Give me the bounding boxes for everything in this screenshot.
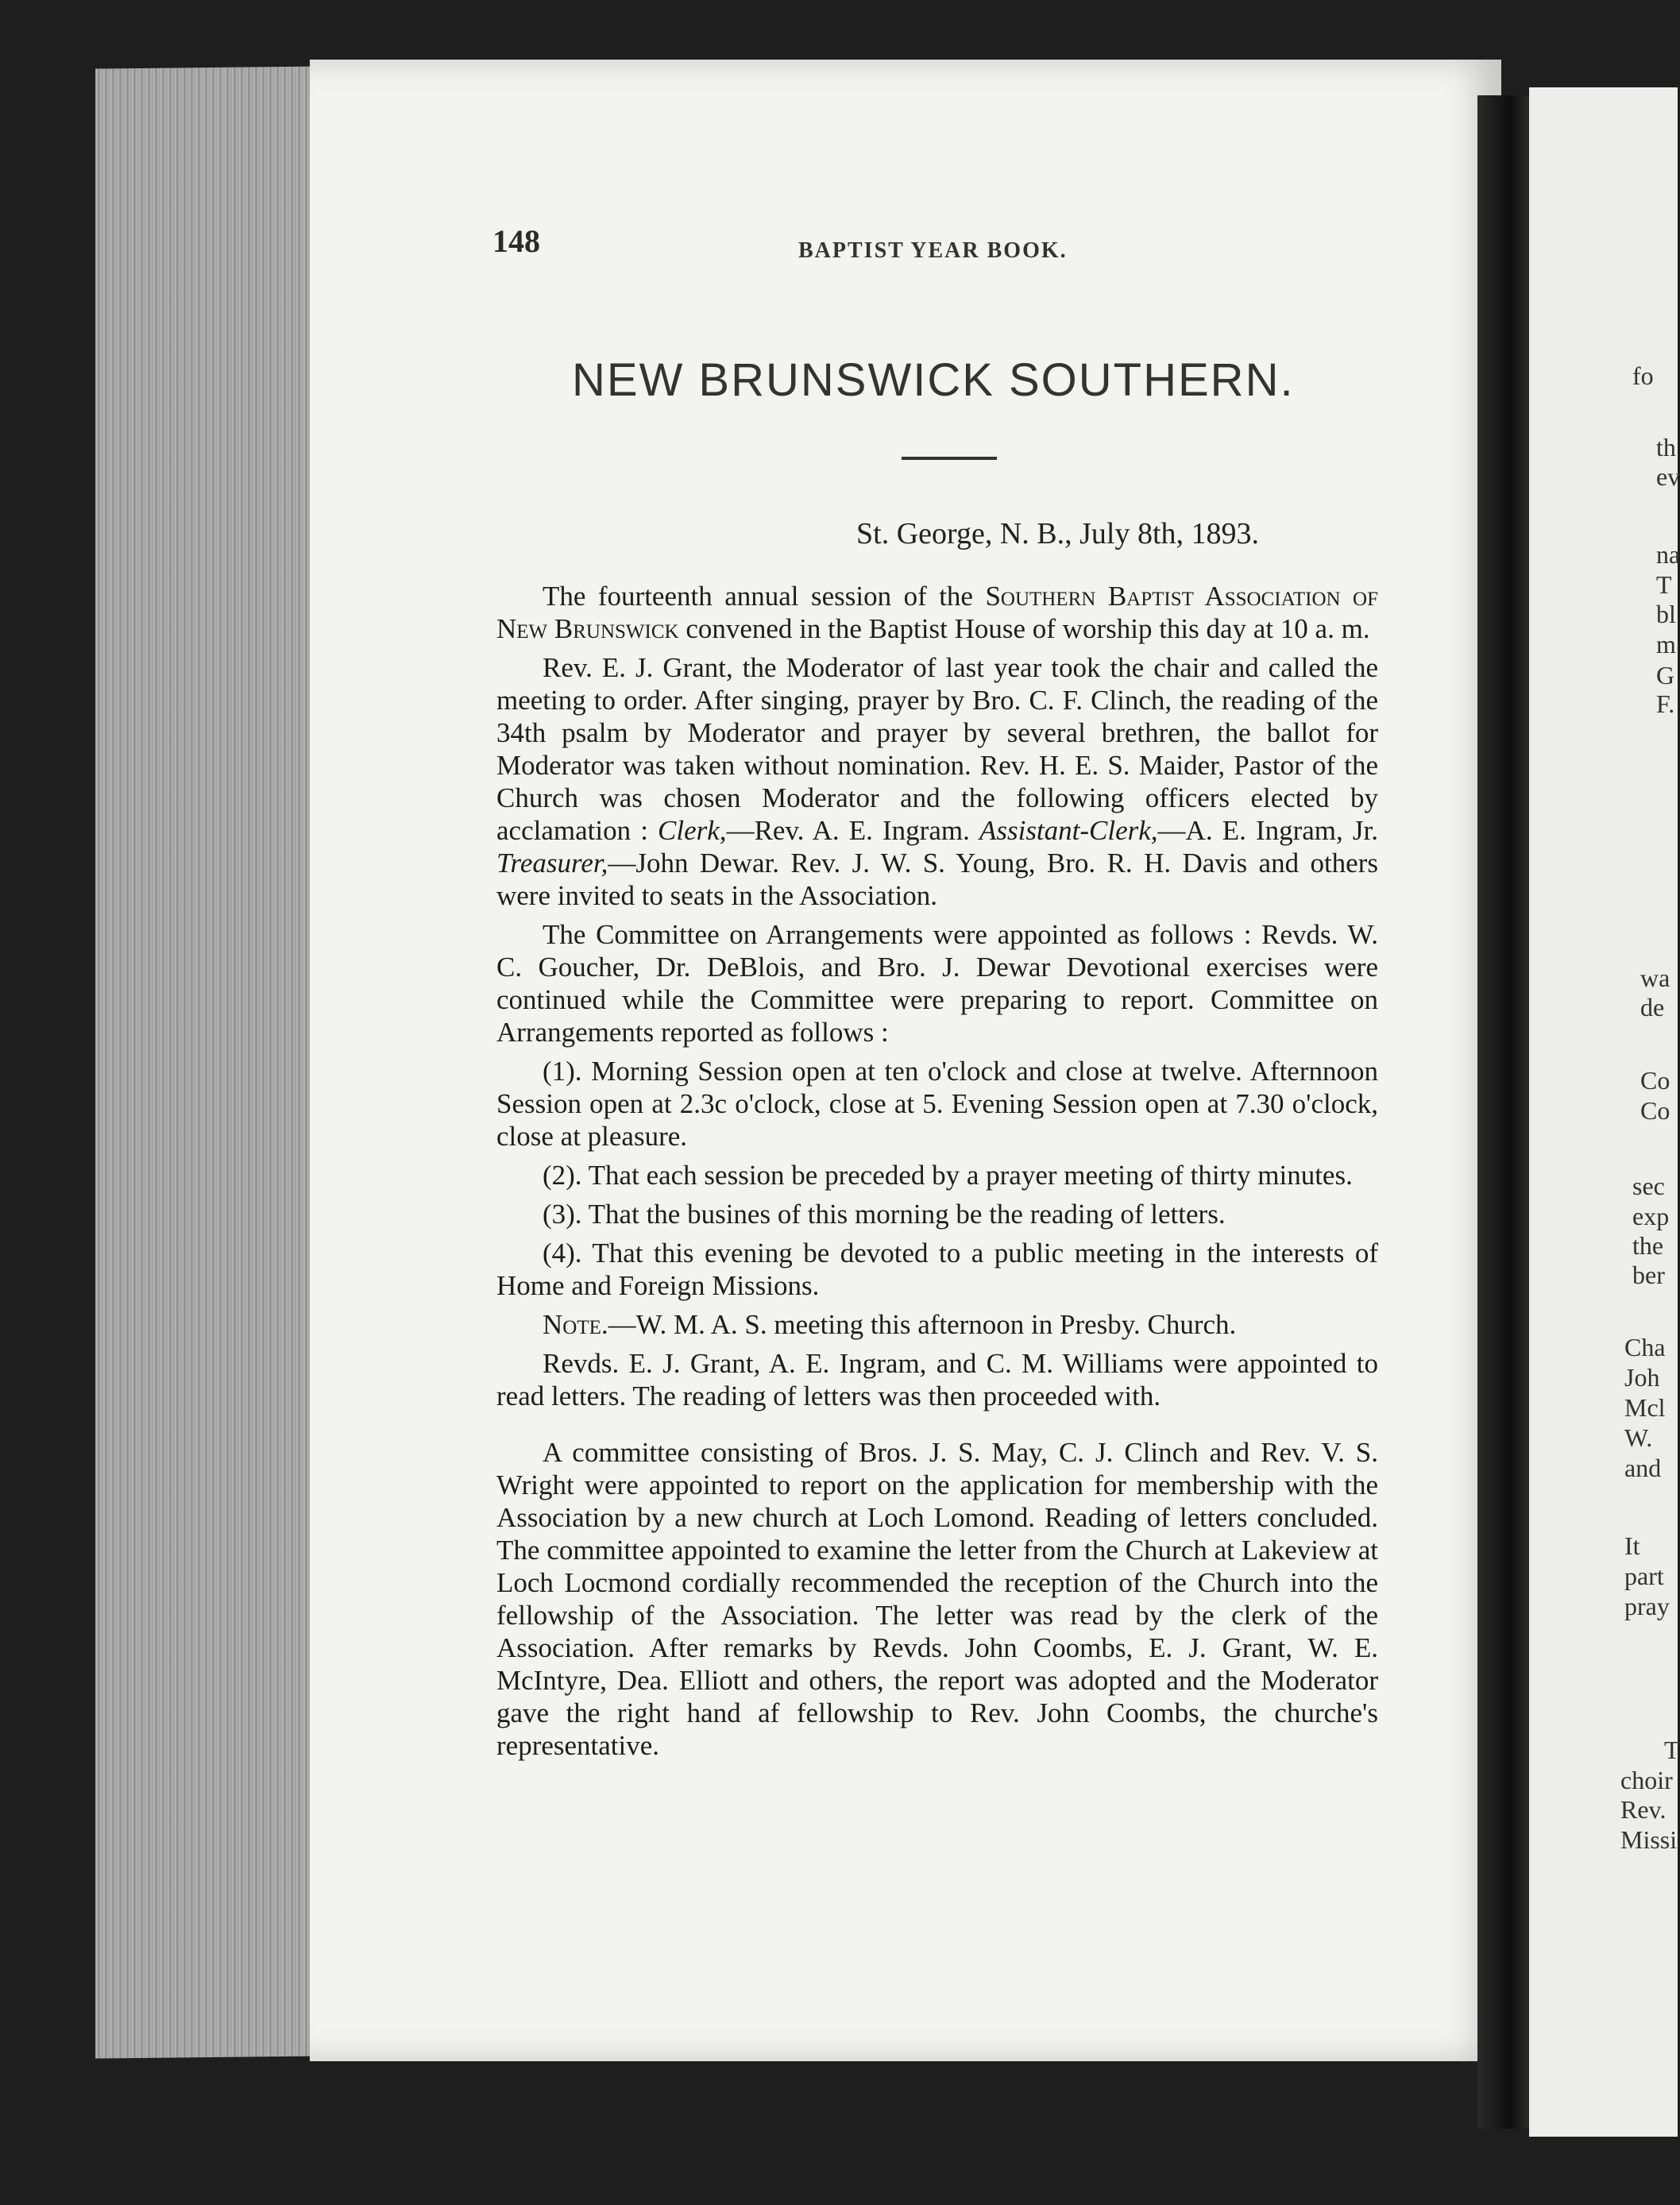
right-page-fragment: wa [1640,963,1670,992]
text-run: —A. E. Ingram, Jr. [1157,815,1378,846]
body-text [496,580,1378,1768]
right-page-fragment: T [1656,570,1672,599]
paragraph [496,651,1378,912]
right-page-fragment: the [1632,1231,1664,1260]
right-page-fragment: th [1656,433,1676,461]
right-page-fragment: ev [1656,462,1680,491]
treasurer-label: Treasurer, [496,848,608,879]
section-title: NEW BRUNSWICK SOUTHERN. [572,354,1295,406]
right-page-fragment: na [1656,540,1680,569]
note [496,1308,1378,1341]
note-text: —W. M. A. S. meeting this afternoon in Presby. Church. [608,1309,1237,1340]
text-run: convened in the Baptist House of worship this day at 10 a. m. [678,613,1370,644]
paragraph: The Committee on Arrangements were appointed as follows : Revds. W. C. Goucher, Dr. DeBlois, and Bro. J. Dewar Devotional exercises were continued while the Committee were preparing to report. Committee on Arrangements reported as follows : [496,919,1378,1048]
right-page-fragment: Rev. [1620,1795,1666,1824]
right-page-fragment: Co [1640,1066,1670,1095]
right-page-fragment: Joh [1624,1363,1660,1392]
right-page-fragment: T [1664,1736,1680,1764]
list-item: (2). That each session be preceded by a prayer meeting of thirty minutes. [543,1160,1353,1191]
paragraph: A committee consisting of Bros. J. S. May, C. J. Clinch and Rev. V. S. Wright were appointed to report on the application for membership with the Association by a new church at Loch Lomond. Reading of letters concluded. The committee appointed to examine the letter from the Church at Lakeview at Loch Locmond cordially recommended the reception of the Church into the fellowship of the Association. The letter was read by the clerk of the Association. After remarks by Revds. John Coombs, E. J. Grant, W. E. McIntyre, Dea. Elliott and others, the report was adopted and the Moderator gave the right hand af fellowship to Rev. John Coombs, the churche's representative. [496,1437,1378,1761]
right-page-fragment: F. [1656,689,1675,718]
right-page-fragment: part [1624,1562,1664,1590]
dateline-text: St. George, N. B., July 8th, 1893. [856,517,1260,550]
association-name: Southern Baptist Association of New Brunswick [496,581,1378,644]
right-page-fragment: choir [1620,1766,1673,1794]
right-page-fragment: sec [1632,1172,1665,1200]
list-item: (3). That the busines of this morning be the reading of letters. [543,1199,1226,1230]
right-page-fragment: G [1656,661,1675,689]
list-item: (4). That this evening be devoted to a public meeting in the interests of Home and Foreign Missions. [496,1238,1378,1301]
paragraph: Revds. E. J. Grant, A. E. Ingram, and C. M. Williams were appointed to read letters. The reading of letters was then proceeded with. [496,1348,1378,1411]
page-edges [95,66,326,2058]
right-page-fragment: exp [1632,1202,1670,1230]
text-run: —Rev. A. E. Ingram. [726,815,979,846]
right-page-fragment: m [1656,630,1676,658]
right-page-fragment: bl [1656,600,1676,628]
right-page-fragment: pray [1624,1592,1670,1620]
dateline [856,516,1259,551]
right-page-fragment: ber [1632,1261,1665,1289]
text-run: —John Dewar. Rev. J. W. S. Young, Bro. R. H. Davis and others were invited to seats in the Association. [496,848,1378,911]
right-page-fragment: Mcl [1624,1393,1666,1422]
note-label: Note. [543,1309,608,1340]
title-rule [902,457,997,460]
right-page-fragment: Cha [1624,1333,1666,1361]
book-gutter [1477,95,1533,2129]
right-page-fragment: W. [1624,1423,1653,1452]
right-page [1529,87,1678,2137]
page-number: 148 [492,223,540,259]
right-page-fragment: Co [1640,1096,1670,1125]
right-page-fragment: and [1624,1454,1662,1482]
right-page-fragment: de [1640,993,1665,1021]
assistant-clerk-label: Assistant-Clerk, [979,815,1158,846]
text-run: Rev. E. J. Grant, the Moderator of last year took the chair and called the meeting to order. After singing, prayer by Bro. C. F. Clinch, the reading of the 34th psalm by Moderator and prayer by several brethren, the ballot for Moderator was taken without nomination. Rev. H. E. S. Maider, Pastor of the Church was chosen Moderator and the following officers elected by acclamation : [496,652,1378,846]
right-page-fragment: Missi [1620,1825,1678,1854]
paragraph [496,580,1378,645]
right-page-fragment: fo [1632,361,1654,390]
text-run: The fourteenth annual session of the [543,581,986,612]
right-page-fragment: It [1624,1531,1640,1560]
clerk-label: Clerk, [658,815,727,846]
list-item: (1). Morning Session open at ten o'clock and close at twelve. Afternnoon Session open at 2.3c o'clock, close at 5. Evening Session open at 7.30 o'clock, close at pleasure. [496,1056,1378,1152]
running-head-title: BAPTIST YEAR BOOK. [798,238,1068,263]
